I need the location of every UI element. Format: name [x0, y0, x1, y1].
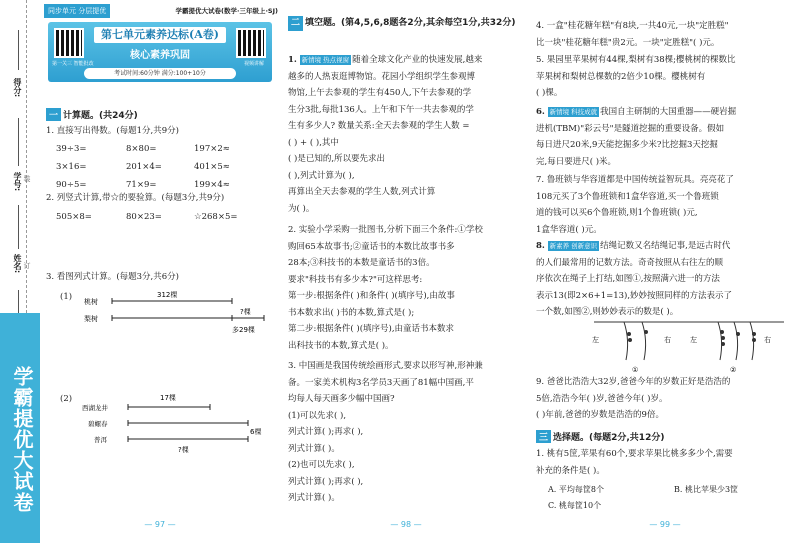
q-line: 购回65本故事书;②童话书的本数比故事书多 [288, 241, 455, 252]
q-line: ( )棵。 [536, 88, 563, 98]
section-2-heading [288, 16, 524, 31]
q-line: 随着全球文化产业的快速发展,越来 [352, 55, 483, 65]
name-line [18, 205, 19, 249]
id-line [18, 118, 19, 166]
section-title: 计算题。(共24分) [63, 111, 138, 121]
fig2-label: (2) [60, 394, 73, 404]
rope2-left: 左 [690, 336, 697, 344]
qr-code-icon[interactable] [54, 28, 84, 58]
calc-item: 199×4≈ [194, 180, 230, 190]
calc-item: 39÷3= [56, 144, 87, 154]
q-line: 4. 一盒"桂花糖年糕"有8块,一共40元,一块"定胜糕" [536, 21, 729, 31]
calc-item: 505×8= [56, 212, 92, 222]
series-tag: 同步单元 分层提优 [44, 4, 110, 18]
section-1-heading [46, 108, 138, 121]
page-number: — 99 — [649, 520, 681, 529]
cut-word-2: 订 [23, 262, 31, 269]
calc-item: 401×5≈ [194, 162, 230, 172]
q-line: 要求"科技书有多少本?"可这样思考: [288, 274, 423, 285]
q-line: 每日进尺20米,9天能挖掘多少米?比挖掘3天挖掘 [536, 140, 718, 150]
context-badge: 新情境 热点视窗 [301, 56, 350, 64]
fig1-diagram [82, 288, 272, 338]
q-line: 的人们最常用的记数方法。奇奇按照从右往左的顺 [536, 257, 724, 268]
q-line: 第二步:根据条件( )(填序号),由童话书本数求 [288, 324, 455, 334]
q-line: 均每人每天画多少幅中国画? [288, 394, 395, 404]
q-num: 1. [288, 55, 297, 65]
q-line: 比一块"桂花糖年糕"贵2元。一块"定胜糕"( )元。 [536, 37, 720, 48]
rope2-caption: ② [730, 366, 737, 374]
q-line: ( )年前,爸爸的岁数是浩浩的9倍。 [536, 410, 664, 420]
qr-left-caption: 第一关三 智能批改 [52, 61, 94, 67]
q-line: 1. 桃有5筐,苹果有60个,要求苹果比桃多多少个,需要 [536, 449, 733, 459]
q-line: 列式计算( );再求( ), [288, 476, 364, 487]
calc-item: 80×23= [126, 212, 162, 222]
fig1-more-label: 多29棵 [232, 326, 255, 334]
q-line: 2. 实验小学采购一批图书,分析下面三个条件:①学校 [288, 225, 483, 235]
q-line: 1盒华容道( )元。 [536, 224, 602, 235]
calc-item: 8×80= [126, 144, 157, 154]
q-line: 生有多少人? 数量关系:全天去参观的学生人数 = [288, 121, 470, 131]
fill-q8: 8. 新素养 创新意识 结绳记数又名结绳记事,是远古时代 的人们最常用的记数方法。奇奇按照从右往左的顺 序依次在绳子上打结,如图①,按照满六进一的方法 表示13(即2×6+1=13),妙妙按照同样的方法表示了 一个数,如图②,则妙妙表示的数是( )。 [536, 238, 796, 321]
fig1-row1: 桃树 [84, 298, 98, 306]
q-line: 28本;③科技书的本数是童话书的3倍。 [288, 258, 435, 268]
fig1-row2: 梨树 [84, 315, 98, 323]
q-line: ( ) + ( ),其中 [288, 137, 339, 148]
student-id-field: 学号: [13, 172, 22, 192]
page-97 [42, 0, 278, 543]
rope-strand [718, 322, 722, 360]
fig1-top-label: 312棵 [157, 291, 178, 299]
q2-stem: 2. 列竖式计算,带☆的要验算。(每题3分,共9分) [46, 193, 225, 203]
q-line: 列式计算( );再求( ), [288, 427, 364, 437]
q-line: 列式计算( )。 [288, 493, 340, 503]
q-line: 越多的人热衷逛博物馆。花园小学组织学生参观博 [288, 71, 476, 82]
q-line: 3. 中国画是我国传统绘画形式,要求以形写神,形神兼 [288, 361, 483, 371]
q-line: 9. 爸爸比浩浩大32岁,爸爸今年的岁数正好是浩浩的 [536, 377, 731, 387]
section-title: 填空题。(第4,5,6,8题各2分,其余每空1分,共32分) [305, 18, 516, 28]
fig2-row1: 西湖龙井 [82, 404, 108, 412]
unit-title: 第七单元素养达标(A卷) [94, 27, 226, 43]
q1-stem: 1. 直接写出得数。(每题1分,共9分) [46, 126, 179, 136]
context-badge: 新素养 创新意识 [549, 242, 598, 250]
rope-strand [642, 322, 646, 360]
cut-word-1: 装 [23, 175, 31, 182]
section-num: 二 [288, 16, 303, 31]
rope-strand [624, 322, 628, 360]
fig2-diagram [82, 388, 272, 458]
qr-code-icon[interactable] [236, 28, 266, 58]
fill-q1 [288, 52, 526, 217]
q-line: 7. 鲁班锁与华容道都是中国传统益智玩具。亮亮花了 [536, 175, 734, 185]
binding-strip [0, 0, 40, 543]
calc-item: 90÷5= [56, 180, 87, 190]
q-line: 一个数,如图②,则妙妙表示的数是( )。 [536, 307, 679, 317]
brand-logo: 学霸提优大试卷 [10, 366, 34, 513]
page-number: — 98 — [390, 520, 422, 529]
rope-strand [734, 322, 738, 360]
fig2-q-label: ?棵 [178, 446, 189, 454]
fill-q5 [536, 52, 796, 102]
q-line: 出科技书的本数,算式是( )。 [288, 340, 394, 351]
score-line [18, 30, 19, 70]
calc-item: ☆268×5= [194, 212, 238, 222]
calc-item: 3×16= [56, 162, 87, 172]
q-line: (1)可以先求( ), [288, 410, 347, 421]
q-line: ( )是已知的,所以要先求出 [288, 154, 386, 164]
rope1-right: 右 [664, 336, 671, 344]
option-c[interactable]: C. 桃每筐10个 [548, 501, 602, 510]
fill-q7 [536, 172, 796, 238]
calc-item: 201×4= [126, 162, 162, 172]
knot-rope-figure [584, 320, 784, 376]
score-field: 得分: [13, 78, 22, 98]
qr-right-caption: 视频讲解 [243, 61, 264, 67]
section-title: 选择题。(每题2分,共12分) [553, 433, 665, 443]
q-line: 我国自主研制的大国重器——硬岩掘 [600, 107, 737, 117]
title-banner [48, 22, 272, 82]
option-a[interactable]: A. 平均每筐8个 [548, 485, 604, 494]
q-line: 完,每日要进尺( )米。 [536, 156, 617, 167]
name-field: 姓名: [13, 254, 22, 274]
q-line: 第一步:根据条件( )和条件( )(填序号),由故事 [288, 291, 455, 301]
fig1-diff-label: ?棵 [240, 308, 251, 316]
fig2-row3: 普洱 [94, 436, 107, 444]
fig2-diff-label: 6棵 [250, 428, 262, 436]
q-line: 备。一家美术机构3名学员3天画了81幅中国画,平 [288, 377, 474, 388]
section-num: 一 [46, 108, 61, 121]
unit-subtitle: 核心素养巩固 [130, 50, 190, 61]
q-line: 道的钱可以买6个鲁班锁,则1个鲁班锁( )元, [536, 208, 698, 218]
section-3-heading [536, 430, 664, 443]
q-line: (2)也可以先求( ), [288, 460, 355, 470]
fill-q3 [288, 358, 526, 507]
q-line: 108元买了3个鲁班锁和1盒华容道,买一个鲁班锁 [536, 191, 719, 202]
q-line: 补充的条件是( )。 [536, 465, 605, 476]
fig2-top-label: 17棵 [160, 394, 176, 402]
page-98 [286, 0, 526, 543]
q-line: 再算出全天去参观的学生人数,列式计算 [288, 187, 436, 197]
fig1-label: (1) [60, 292, 73, 302]
rope1-left: 左 [592, 336, 599, 344]
q-line: 书本数求出( )书的本数,算式是( ); [288, 307, 415, 318]
calc-item: 197×2≈ [194, 144, 230, 154]
context-badge: 新情境 科技成就 [549, 108, 598, 116]
q-line: 列式计算( )。 [288, 443, 340, 454]
q-line: 苹果树和梨树总棵数的2倍少10棵。樱桃树有 [536, 71, 706, 82]
page-99 [534, 0, 796, 543]
fill-q4 [536, 18, 796, 51]
rope2-right: 右 [764, 336, 771, 344]
series-title: 学霸提优大试卷(数学·三年级上·SJ) [175, 7, 278, 15]
q3-stem: 3. 看图列式计算。(每题3分,共6分) [46, 272, 179, 282]
fill-q9 [536, 374, 796, 424]
q-line: 表示13(即2×6+1=13),妙妙按照同样的方法表示了 [536, 290, 733, 301]
q-line: 5. 果园里苹果树有44棵,梨树有38棵;樱桃树的棵数比 [536, 55, 736, 65]
fill-q6: 6. 新情境 科技成就 我国自主研制的大国重器——硬岩掘 进机(TBM)"彩云号"是隧道挖掘的重要设备。假如 每日进尺20米,9天能挖掘多少米?比挖掘3天挖掘 完,每日要进尺( )米。 [536, 104, 796, 170]
fill-q2 [288, 222, 526, 354]
choice-q1 [536, 446, 796, 479]
q-line: 结绳记数又名结绳记事,是远古时代 [600, 241, 731, 251]
exam-info: 考试时间:60分钟 满分:100+10分 [84, 68, 236, 79]
section-num: 三 [536, 430, 551, 443]
page-number: — 97 — [144, 520, 176, 529]
q-line: ( ),列式计算为( ), [288, 170, 355, 181]
option-b[interactable]: B. 桃比苹果少3筐 [674, 485, 739, 494]
q-line: 物馆,上午去参观的学生有450人,下午去参观的学 [288, 88, 472, 98]
calc-item: 71×9= [126, 180, 157, 190]
q-line: 为( )。 [288, 203, 315, 214]
q-line: 序依次在绳子上打结,如图①,按照满六进一的方法 [536, 274, 720, 284]
page-header [42, 4, 278, 18]
q-line: 5倍,浩浩今年( )岁,爸爸今年( )岁。 [536, 393, 668, 404]
q-line: 进机(TBM)"彩云号"是隧道挖掘的重要设备。假如 [536, 123, 725, 134]
q-line: 生分3批,每批136人。上午和下午一共去参观的学 [288, 104, 474, 115]
rope1-caption: ① [632, 366, 639, 374]
fig2-row2: 碧螺春 [88, 420, 108, 428]
